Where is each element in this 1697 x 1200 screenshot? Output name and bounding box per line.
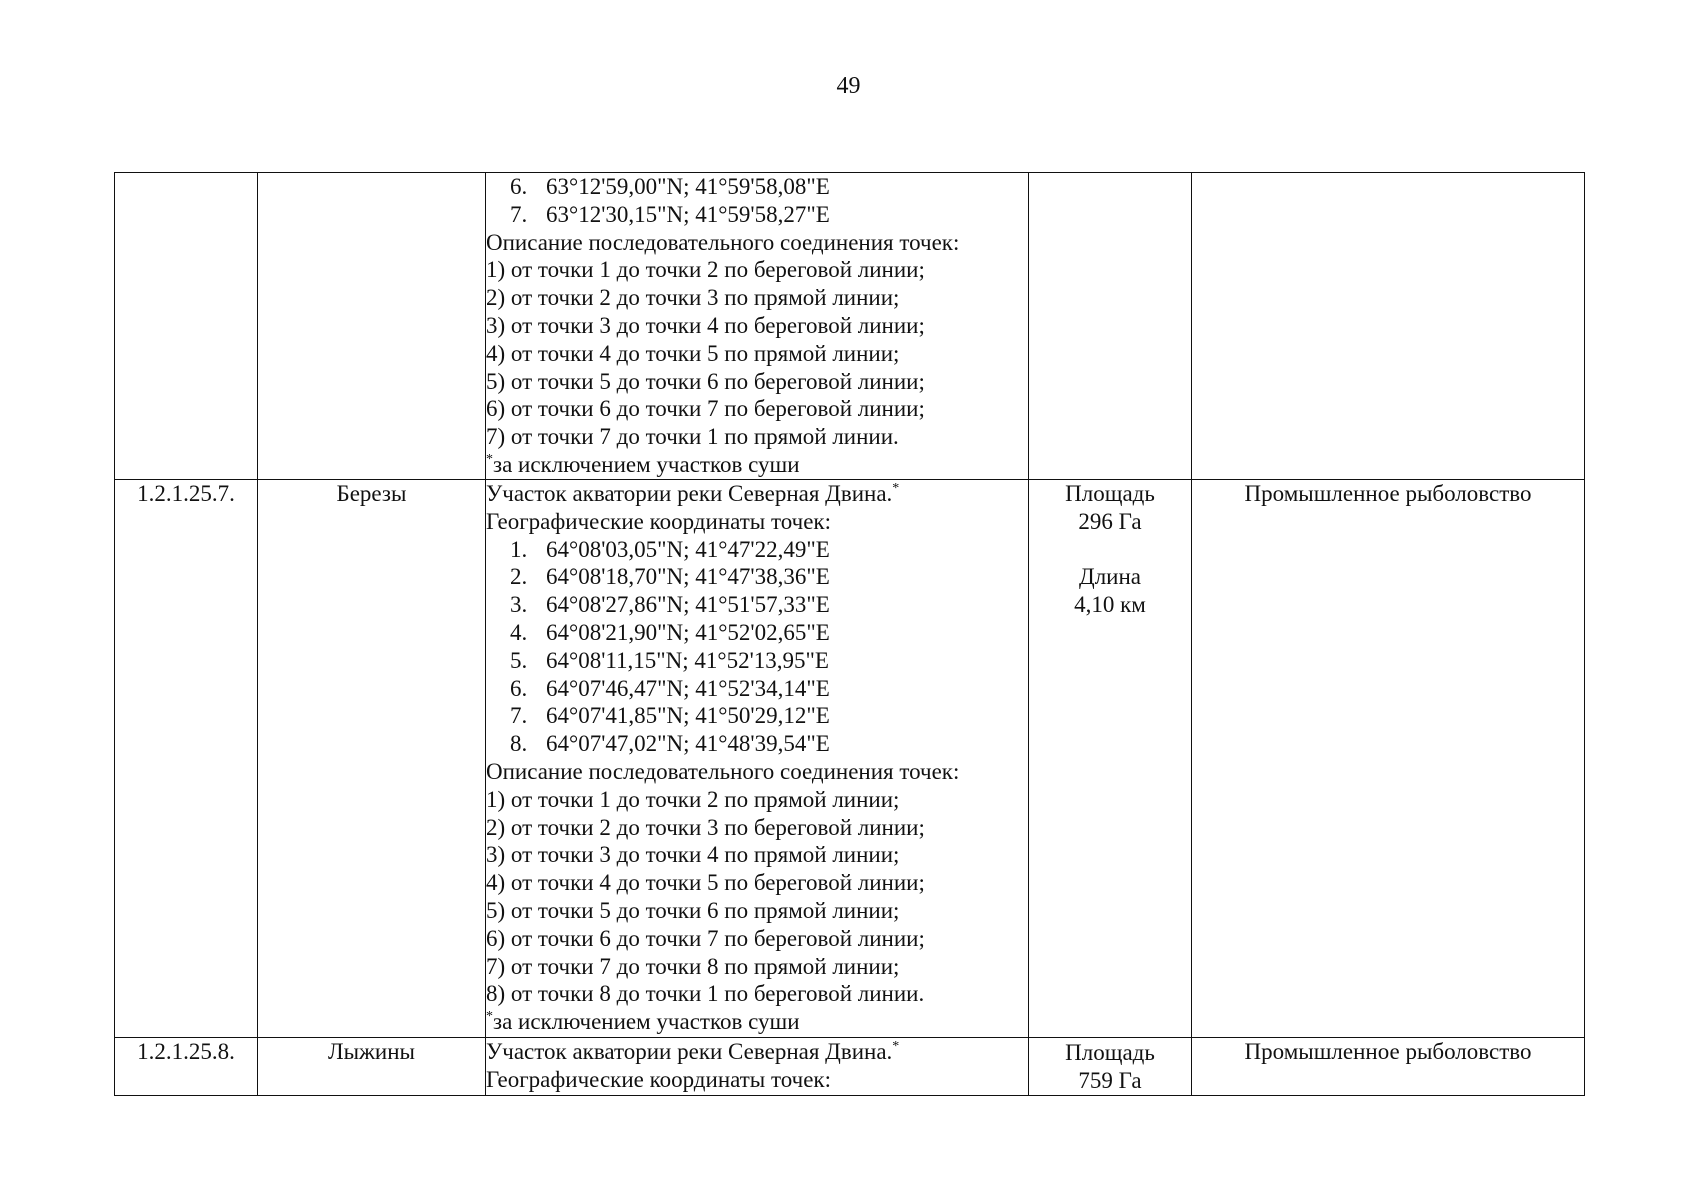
- table-row: [115, 480, 1585, 1038]
- coordinate-point: 3. 64°08'27,86"N; 41°51'57,33"E: [510, 592, 830, 618]
- footnote: *за исключением участков суши: [486, 1009, 800, 1035]
- area-name-cell: Березы: [258, 480, 486, 1038]
- area-size-cell: [1029, 1038, 1192, 1096]
- connection-line: 2) от точки 2 до точки 3 по береговой линии;: [486, 814, 925, 840]
- connection-line: 5) от точки 5 до точки 6 по береговой линии;: [486, 368, 925, 394]
- area-name-cell: Лыжины: [258, 1038, 486, 1096]
- connection-line: 4) от точки 4 до точки 5 по прямой линии;: [486, 340, 900, 366]
- coordinate-point: 4. 64°08'21,90"N; 41°52'02,65"E: [510, 619, 830, 645]
- area-code-cell: [115, 173, 258, 480]
- area-title: Участок акватории реки Северная Двина.*: [486, 481, 900, 506]
- connection-line: 4) от точки 4 до точки 5 по береговой линии;: [486, 870, 925, 896]
- coordinate-point: 8. 64°07'47,02"N; 41°48'39,54"E: [510, 731, 830, 757]
- area-label: Площадь: [1065, 1040, 1155, 1065]
- connection-line: 6) от точки 6 до точки 7 по береговой линии;: [486, 396, 925, 422]
- coordinate-point: 5. 64°08'11,15"N; 41°52'13,95"E: [510, 647, 829, 673]
- coordinate-point: 7. 63°12'30,15"N; 41°59'58,27"E: [510, 201, 830, 227]
- area-code-cell: 1.2.1.25.7.: [115, 480, 258, 1038]
- area-description-cell: [486, 173, 1029, 480]
- connection-title: Описание последовательного соединения точек:: [486, 758, 960, 784]
- page-number: 49: [836, 73, 861, 99]
- area-description-cell: [486, 480, 1029, 1038]
- area-size-cell: [1029, 480, 1192, 1038]
- fishing-type-cell: Промышленное рыболовство: [1192, 480, 1585, 1038]
- connection-title: Описание последовательного соединения точек:: [486, 229, 960, 255]
- coordinate-point: 7. 64°07'41,85"N; 41°50'29,12"E: [510, 703, 830, 729]
- connection-line: 5) от точки 5 до точки 6 по прямой линии;: [486, 897, 900, 923]
- footnote: *за исключением участков суши: [486, 451, 800, 477]
- coordinate-point: 6. 64°07'46,47"N; 41°52'34,14"E: [510, 675, 830, 701]
- connection-line: 8) от точки 8 до точки 1 по береговой линии.: [486, 981, 925, 1007]
- area-name-cell: [258, 173, 486, 480]
- area-description-cell: [486, 1038, 1029, 1096]
- connection-line: 1) от точки 1 до точки 2 по прямой линии;: [486, 786, 900, 812]
- connection-line: 7) от точки 7 до точки 8 по прямой линии;: [486, 953, 900, 979]
- fishing-areas-table: [114, 172, 1585, 1096]
- coordinate-point: 1. 64°08'03,05"N; 41°47'22,49"E: [510, 536, 830, 562]
- area-size-cell: [1029, 173, 1192, 480]
- connection-line: 7) от точки 7 до точки 1 по прямой линии.: [486, 424, 899, 450]
- coords-title: Географические координаты точек:: [486, 1066, 831, 1092]
- area-value: 296 Га: [1078, 508, 1142, 534]
- coordinate-point: 6. 63°12'59,00"N; 41°59'58,08"E: [510, 174, 830, 199]
- connection-line: 6) от точки 6 до точки 7 по береговой линии;: [486, 925, 925, 951]
- coords-title: Географические координаты точек:: [486, 508, 831, 534]
- area-code-cell: 1.2.1.25.8.: [115, 1038, 258, 1096]
- length-value: 4,10 км: [1074, 592, 1146, 618]
- area-title: Участок акватории реки Северная Двина.*: [486, 1039, 900, 1064]
- area-label: Площадь: [1065, 481, 1155, 506]
- area-value: 759 Га: [1078, 1067, 1142, 1093]
- table-row: [115, 173, 1585, 480]
- coordinate-point: 2. 64°08'18,70"N; 41°47'38,36"E: [510, 564, 830, 590]
- length-label: Длина: [1079, 564, 1141, 590]
- table-row: [115, 1038, 1585, 1096]
- fishing-type-cell: Промышленное рыболовство: [1192, 1038, 1585, 1096]
- connection-line: 3) от точки 3 до точки 4 по прямой линии;: [486, 842, 900, 868]
- connection-line: 3) от точки 3 до точки 4 по береговой линии;: [486, 312, 925, 338]
- connection-line: 1) от точки 1 до точки 2 по береговой линии;: [486, 257, 925, 283]
- connection-line: 2) от точки 2 до точки 3 по прямой линии;: [486, 285, 900, 311]
- fishing-type-cell: [1192, 173, 1585, 480]
